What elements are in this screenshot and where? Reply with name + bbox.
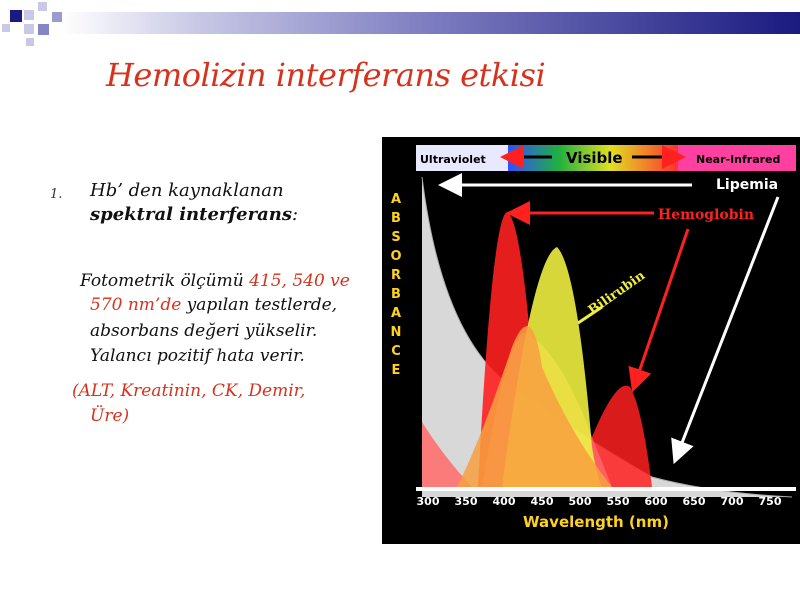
decor-square xyxy=(52,12,62,22)
para-line3: absorbans değeri yükselir. xyxy=(90,321,318,341)
para-line2 xyxy=(90,294,337,316)
x-axis-label: Wavelength (nm) xyxy=(523,513,669,531)
tests-line1: (ALT, Kreatinin, CK, Demir, xyxy=(72,381,306,401)
x-tick-label: 300 xyxy=(416,495,440,508)
list-number: 1. xyxy=(50,187,63,202)
absorbance-spectrum-figure xyxy=(382,137,800,544)
list-item-line1: Hb’ den kaynaklanan xyxy=(90,180,284,201)
spectral-interference-term: spektral interferans xyxy=(90,204,292,225)
x-tick-label: 650 xyxy=(682,495,706,508)
x-tick-label: 350 xyxy=(454,495,478,508)
near-infrared-label: Near-Infrared xyxy=(696,153,781,166)
x-tick-label: 750 xyxy=(758,495,782,508)
absorbance-letter: N xyxy=(390,325,402,340)
spectrum-svg xyxy=(382,137,800,544)
x-tick-label: 450 xyxy=(530,495,554,508)
absorbance-letter: R xyxy=(390,268,402,283)
tests-line2: Üre) xyxy=(90,406,130,426)
para-line4: Yalancı pozitif hata verir. xyxy=(90,346,305,366)
colon: : xyxy=(291,204,299,225)
slide-title: Hemolizin interferans etkisi xyxy=(106,56,546,94)
decor-square xyxy=(24,10,34,20)
list-item-line2 xyxy=(90,204,298,226)
x-axis-line xyxy=(416,487,796,491)
top-gradient-bar xyxy=(62,12,800,34)
para-line1-text: Fotometrik ölçümü xyxy=(80,271,250,291)
x-tick-label: 400 xyxy=(492,495,516,508)
lipemia-label: Lipemia xyxy=(716,177,779,193)
para-line2-text: yapılan testlerde, xyxy=(181,295,338,315)
absorbance-letter: B xyxy=(391,211,401,226)
x-tick-label: 550 xyxy=(606,495,630,508)
decor-square xyxy=(38,2,47,11)
lipemia-diagonal-arrow xyxy=(678,197,778,453)
x-tick-label: 500 xyxy=(568,495,592,508)
wavelength-570-highlight: 570 nm’de xyxy=(90,295,182,315)
decor-square xyxy=(2,24,10,32)
absorbance-letter: S xyxy=(391,230,401,245)
hemoglobin-label: Hemoglobin xyxy=(658,207,755,223)
wavelengths-highlight: 415, 540 ve xyxy=(249,271,350,291)
decor-square xyxy=(10,10,22,22)
absorbance-letter: A xyxy=(390,306,402,321)
absorbance-axis-label xyxy=(390,192,401,378)
ultraviolet-label: Ultraviolet xyxy=(420,153,486,166)
bilirubin-label: Bilirubin xyxy=(585,268,649,319)
absorbance-letter: B xyxy=(391,287,401,302)
x-tick-label: 700 xyxy=(720,495,744,508)
absorbance-letter: O xyxy=(390,249,402,264)
absorbance-letter: A xyxy=(390,192,402,207)
x-tick-label: 600 xyxy=(644,495,668,508)
visible-label: Visible xyxy=(566,149,623,167)
para-line1 xyxy=(80,270,350,292)
decor-square xyxy=(26,38,34,46)
absorbance-letter: E xyxy=(391,363,401,378)
decor-square xyxy=(38,24,49,35)
decor-square xyxy=(24,24,34,34)
hemoglobin-diagonal-arrow xyxy=(636,229,688,381)
absorbance-letter: C xyxy=(391,344,401,359)
